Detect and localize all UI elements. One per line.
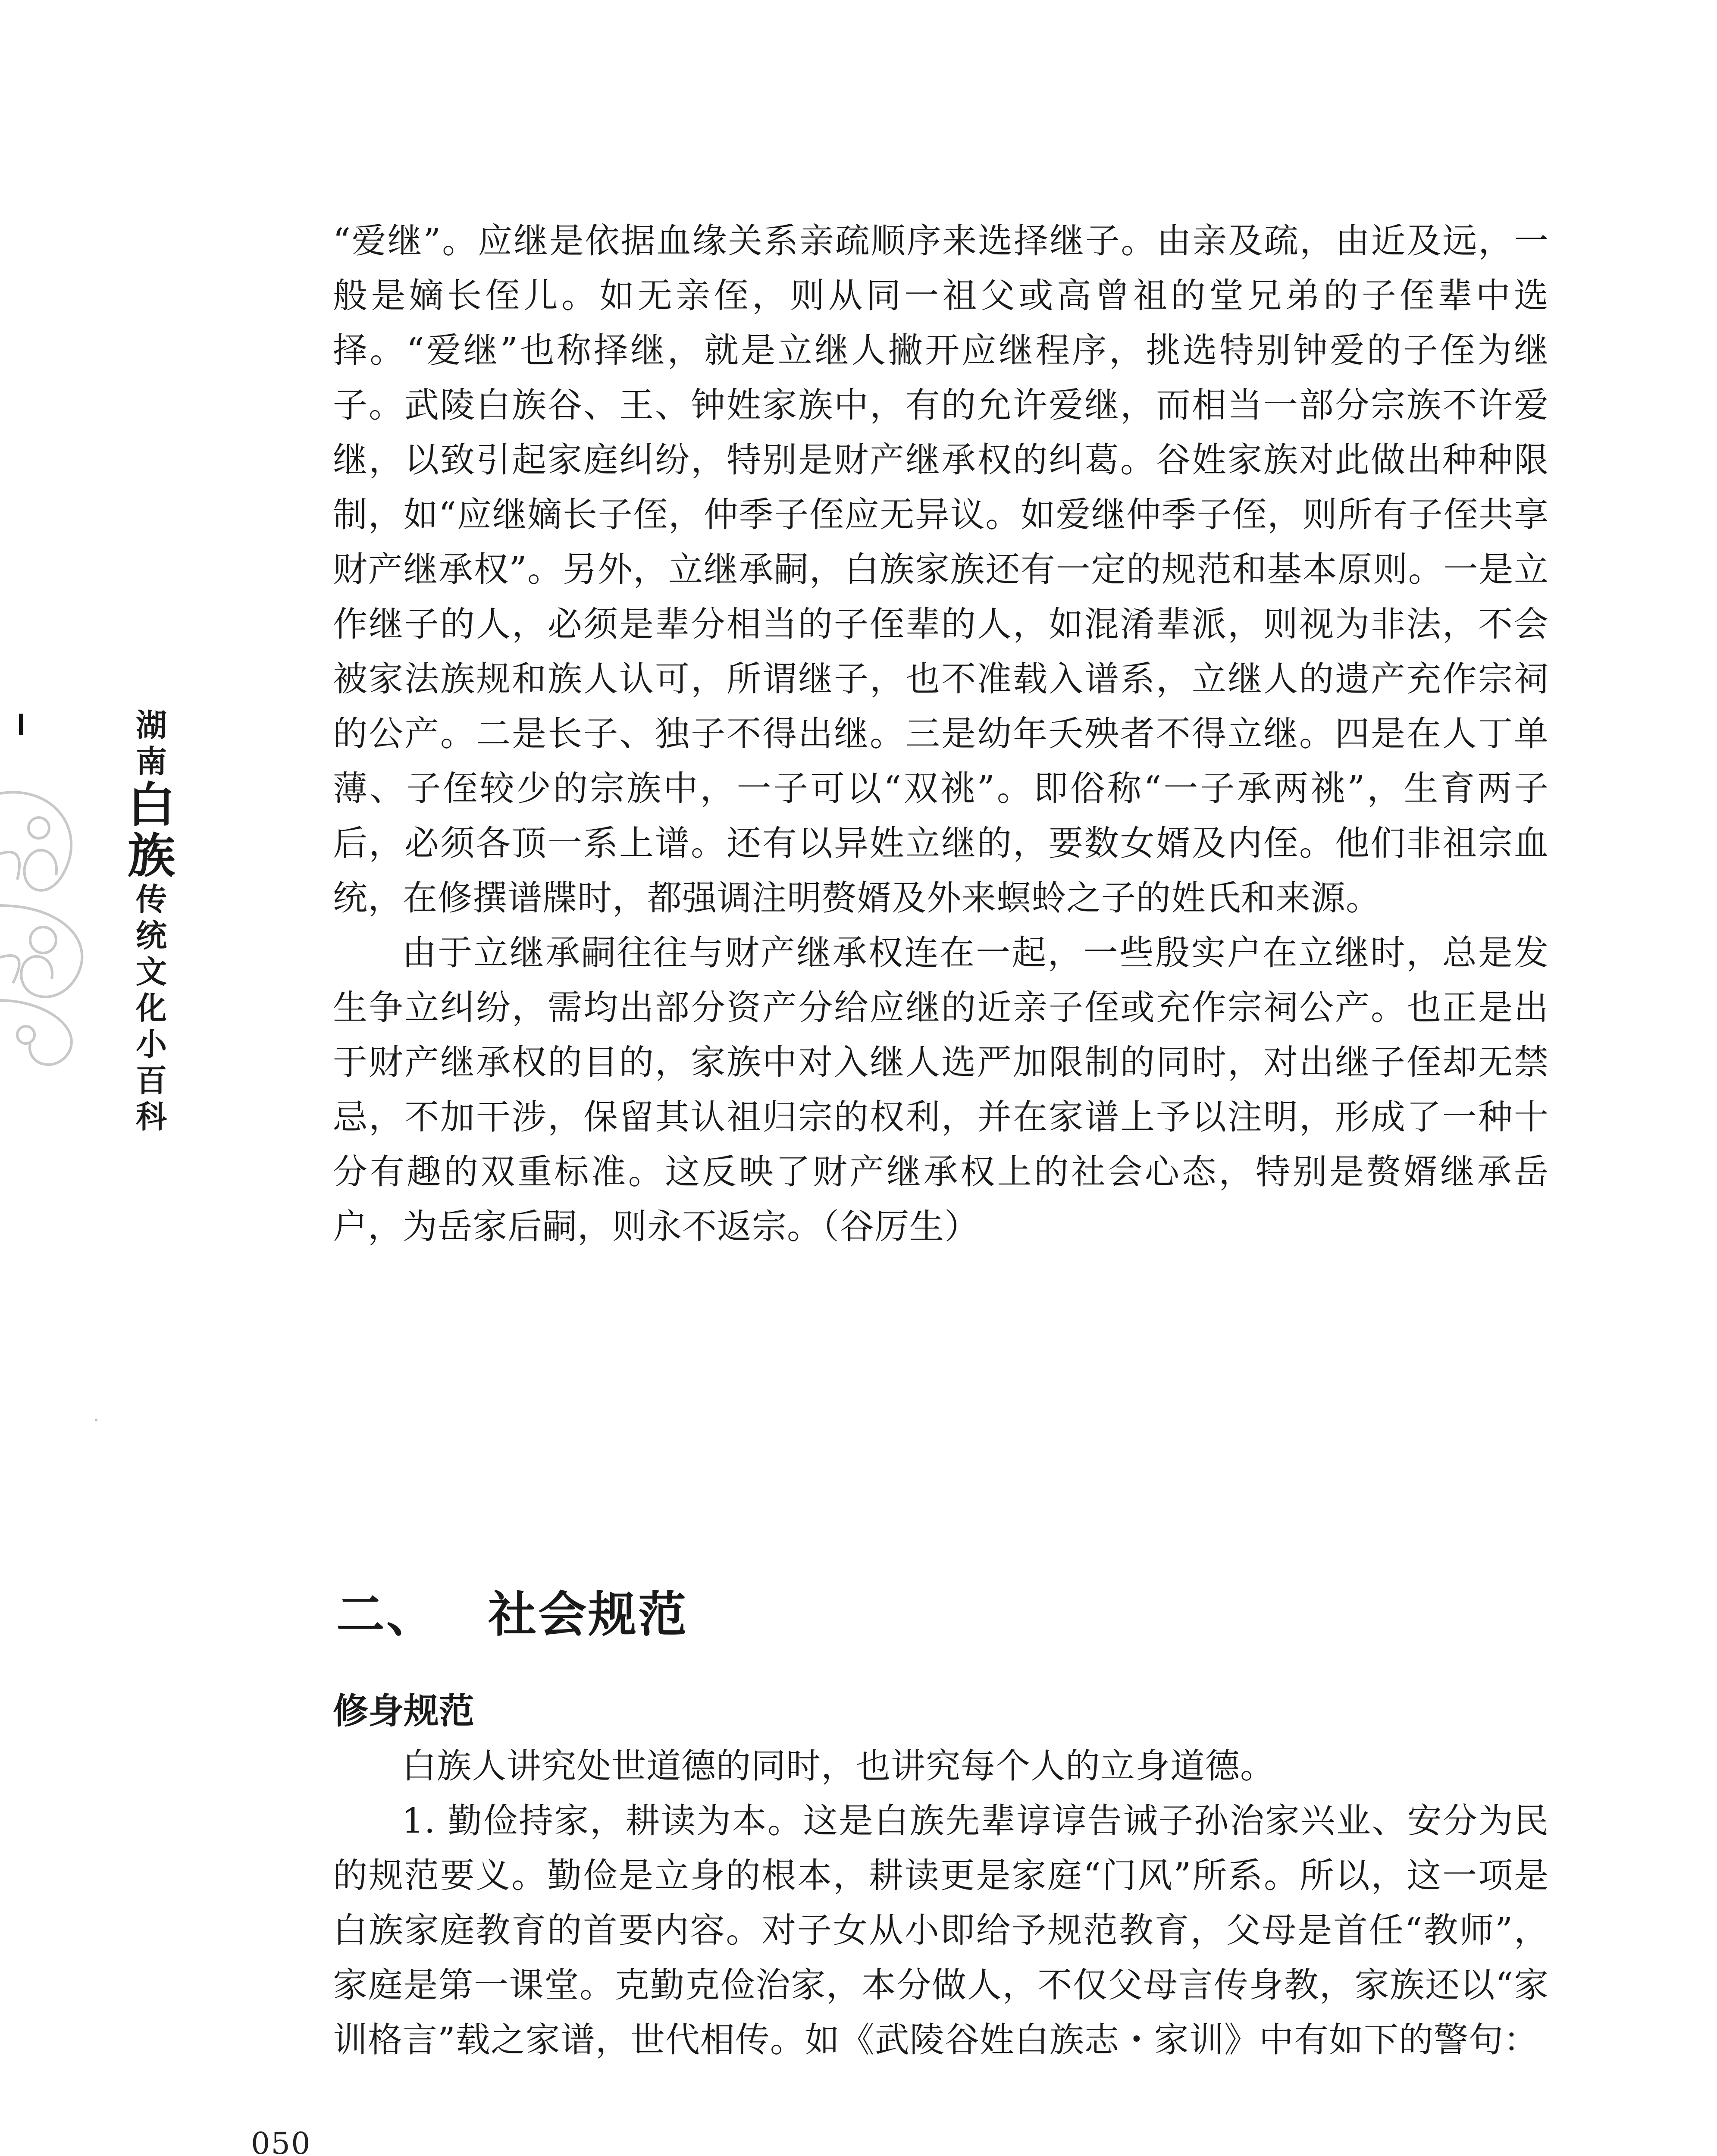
subsection-item-1: 1. 勤俭持家，耕读为本。这是白族先辈谆谆告诫子孙治家兴业、安分为民的规范要义。勤俭是立身的根本，耕读更是家庭“门风”所系。所以，这一项是白族家庭教育的首要内容。对子女从小即给予规范教育，父母是首任“教师”，家庭是第一课堂。克勤克俭治家，本分做人，不仅父母言传身教，家族还以“家训格言”载之家谱，世代相传。如《武陵谷姓白族志・家训》中有如下的警句： (333, 1801, 1549, 2060)
body-text (333, 213, 1549, 1254)
series-title-char: 小 (135, 1026, 167, 1062)
series-title-char: 化 (135, 990, 167, 1026)
series-title-char: 科 (135, 1098, 167, 1135)
subsection-title: 修身规范 (333, 1690, 475, 1732)
stray-dot (95, 1419, 97, 1421)
section-title: 社会规范 (488, 1586, 688, 1643)
series-title-char: 白 (128, 777, 175, 833)
series-title-char: 文 (135, 953, 167, 990)
series-title-char: 传 (135, 881, 167, 918)
series-title (128, 707, 175, 1135)
section-heading (336, 1576, 688, 1645)
paragraph-inheritance-disputes: 由于立继承嗣往往与财产继承权连在一起，一些殷实户在立继时，总是发生争立纠纷，需均出部分资产分给应继的近亲子侄或充作宗祠公产。也正是出于财产继承权的目的，家族中对入继人选严加限制的同时，对出继子侄却无禁忌，不加干涉，保留其认祖归宗的权利，并在家谱上予以注明，形成了一种十分有趣的双重标准。这反映了财产继承权上的社会心态，特别是赘婿继承岳户，为岳家后嗣，则永不返宗。（谷厉生） (333, 933, 1549, 1247)
series-title-char: 族 (128, 828, 175, 884)
series-title-char: 湖 (135, 707, 167, 743)
series-title-char: 百 (135, 1062, 167, 1099)
series-title-char: 南 (135, 743, 167, 780)
subsection (333, 1684, 1549, 2067)
subsection-intro: 白族人讲究处世道德的同时，也讲究每个人的立身道德。 (402, 1746, 1275, 1786)
decorative-ornament-icon (0, 776, 99, 1069)
series-title-char: 统 (135, 917, 167, 954)
margin-mark (19, 714, 23, 735)
page-number: 050 (251, 2126, 311, 2156)
paragraph-inheritance-rules: “爱继”。应继是依据血缘关系亲疏顺序来选择继子。由亲及疏，由近及远，一般是嫡长侄儿。如无亲侄，则从同一祖父或高曾祖的堂兄弟的子侄辈中选择。“爱继”也称择继，就是立继人撇开应继程序，挑选特别钟爱的子侄为继子。武陵白族谷、王、钟姓家族中，有的允许爱继，而相当一部分宗族不许爱继，以致引起家庭纠纷，特别是财产继承权的纠葛。谷姓家族对此做出种种限制，如“应继嫡长子侄，仲季子侄应无异议。如爱继仲季子侄，则所有子侄共享财产继承权”。另外，立继承嗣，白族家族还有一定的规范和基本原则。一是立作继子的人，必须是辈分相当的子侄辈的人，如混淆辈派，则视为非法，不会被家法族规和族人认可，所谓继子，也不准载入谱系，立继人的遗产充作宗祠的公产。二是长子、独子不得出继。三是幼年夭殃者不得立继。四是在人丁单薄、子侄较少的宗族中，一子可以“双祧”。即俗称“一子承两祧”，生育两子后，必须各顶一系上谱。还有以异姓立继的，要数女婿及内侄。他们非祖宗血统，在修撰谱牒时，都强调注明赘婿及外来螟蛉之子的姓氏和来源。 (333, 221, 1549, 918)
section-number: 二、 (336, 1586, 436, 1643)
